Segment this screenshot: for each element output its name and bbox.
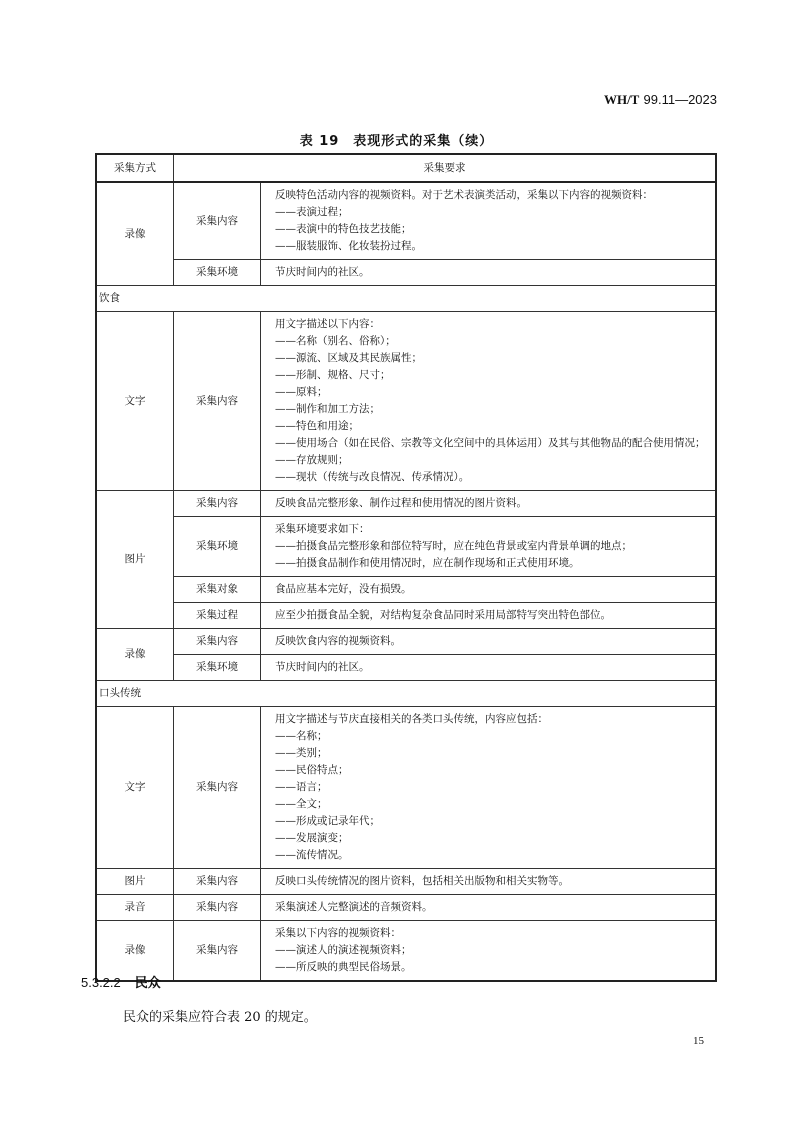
text-line: ——拍摄食品完整形象和部位特写时，应在纯色背景或室内背景单调的地点； [275, 540, 632, 552]
requirement-cell: 反映饮食内容的视频资料。 [261, 629, 717, 655]
section-food: 饮食 [96, 286, 716, 312]
requirement-cell: 食品应基本完好，没有损毁。 [261, 577, 717, 603]
text-line: ——全文； [275, 798, 328, 810]
header-method: 采集方式 [96, 154, 174, 182]
text-line: ——类别； [275, 747, 328, 759]
aspect-cell: 采集环境 [174, 260, 261, 286]
method-cell: 文字 [96, 312, 174, 491]
text-line: ——语言； [275, 781, 328, 793]
collection-table [95, 153, 717, 982]
text-line: ——形成或记录年代； [275, 815, 380, 827]
table-row [96, 260, 716, 286]
text-line: ——表演过程； [275, 206, 349, 218]
table-header-row [96, 154, 716, 182]
requirement-cell [261, 921, 717, 982]
header-requirement: 采集要求 [174, 154, 717, 182]
text-line: 反映特色活动内容的视频资料。对于艺术表演类活动，采集以下内容的视频资料： [275, 189, 653, 201]
method-cell: 图片 [96, 869, 174, 895]
section-row [96, 286, 716, 312]
text-line: ——拍摄食品制作和使用情况时，应在制作现场和正式使用环境。 [275, 557, 580, 569]
table-row [96, 869, 716, 895]
method-cell: 录像 [96, 182, 174, 286]
method-cell: 录像 [96, 921, 174, 982]
method-cell: 录音 [96, 895, 174, 921]
table-row [96, 895, 716, 921]
requirement-cell: 节庆时间内的社区。 [261, 260, 717, 286]
section-oral: 口头传统 [96, 681, 716, 707]
table-row [96, 182, 716, 260]
aspect-cell: 采集内容 [174, 921, 261, 982]
text-line: ——流传情况。 [275, 849, 349, 861]
method-cell: 文字 [96, 707, 174, 869]
aspect-cell: 采集内容 [174, 707, 261, 869]
table-row [96, 517, 716, 577]
requirement-cell: 节庆时间内的社区。 [261, 655, 717, 681]
text-line: ——形制、规格、尺寸； [275, 369, 391, 381]
requirement-cell: 反映食品完整形象、制作过程和使用情况的图片资料。 [261, 491, 717, 517]
text-line: ——特色和用途； [275, 420, 359, 432]
text-line: 采集环境要求如下： [275, 523, 370, 535]
text-line: ——表演中的特色技艺技能； [275, 223, 412, 235]
table-row [96, 629, 716, 655]
text-line: ——存放规则； [275, 454, 349, 466]
aspect-cell: 采集环境 [174, 655, 261, 681]
table-row [96, 921, 716, 982]
text-line: 采集以下内容的视频资料： [275, 927, 401, 939]
table-row [96, 312, 716, 491]
text-line: ——演述人的演述视频资料； [275, 944, 412, 956]
requirement-cell: 应至少拍摄食品全貌，对结构复杂食品同时采用局部特写突出特色部位。 [261, 603, 717, 629]
table-row [96, 577, 716, 603]
text-line: ——源流、区域及其民族属性； [275, 352, 422, 364]
method-cell: 图片 [96, 491, 174, 629]
table-row [96, 707, 716, 869]
text-line: ——原料； [275, 386, 328, 398]
text-line: ——发展演变； [275, 832, 349, 844]
aspect-cell: 采集过程 [174, 603, 261, 629]
text-line: 用文字描述与节庆直接相关的各类口头传统，内容应包括： [275, 713, 548, 725]
text-line: ——所反映的典型民俗场景。 [275, 961, 412, 973]
page-number: 15 [693, 1035, 704, 1047]
aspect-cell: 采集内容 [174, 869, 261, 895]
requirement-cell [261, 312, 717, 491]
requirement-cell [261, 707, 717, 869]
table-row [96, 655, 716, 681]
section-row [96, 681, 716, 707]
text-line: 用文字描述以下内容： [275, 318, 380, 330]
text-line: ——民俗特点； [275, 764, 349, 776]
std-prefix: WH/T [603, 92, 640, 107]
requirement-cell: 采集演述人完整演述的音频资料。 [261, 895, 717, 921]
requirement-cell [261, 182, 717, 260]
table-caption: 表 19 表现形式的采集（续） [299, 134, 494, 149]
text-line: ——名称（别名、俗称）； [275, 335, 396, 347]
section-number: 5.3.2.2 [81, 975, 121, 990]
requirement-cell [261, 517, 717, 577]
aspect-cell: 采集内容 [174, 895, 261, 921]
aspect-cell: 采集内容 [174, 629, 261, 655]
section-heading [81, 972, 161, 991]
aspect-cell: 采集对象 [174, 577, 261, 603]
table-row [96, 603, 716, 629]
aspect-cell: 采集环境 [174, 517, 261, 577]
paragraph: 民众的采集应符合表 20 的规定。 [123, 1010, 317, 1025]
text-line: ——名称； [275, 730, 328, 742]
table-row [96, 491, 716, 517]
text-line: ——服装服饰、化妆装扮过程。 [275, 240, 422, 252]
requirement-cell: 反映口头传统情况的图片资料，包括相关出版物和相关实物等。 [261, 869, 717, 895]
aspect-cell: 采集内容 [174, 491, 261, 517]
std-number: 99.11—2023 [643, 92, 717, 107]
text-line: ——使用场合（如在民俗、宗教等文化空间中的具体运用）及其与其他物品的配合使用情况； [275, 437, 706, 449]
method-cell: 录像 [96, 629, 174, 681]
section-title: 民众 [134, 976, 161, 991]
aspect-cell: 采集内容 [174, 312, 261, 491]
standard-number [604, 92, 717, 108]
text-line: ——现状（传统与改良情况、传承情况）。 [275, 471, 470, 483]
text-line: ——制作和加工方法； [275, 403, 380, 415]
aspect-cell: 采集内容 [174, 182, 261, 260]
